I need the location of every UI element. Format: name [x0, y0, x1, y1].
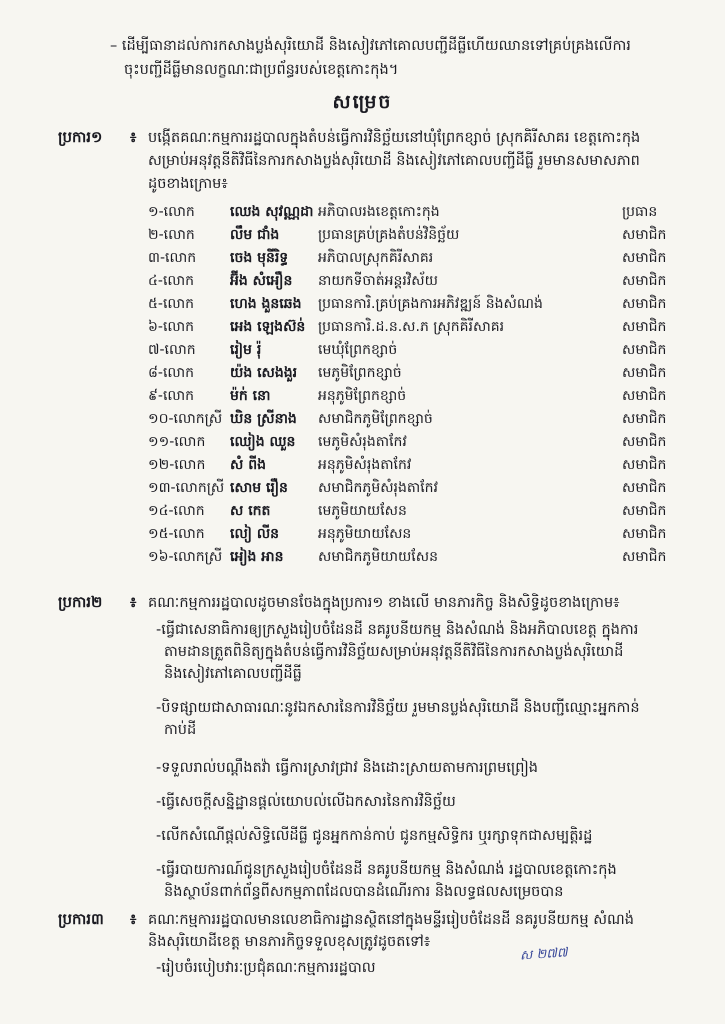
member-position: ប្រធានការិ.គ្រប់គ្រងការអភិវឌ្ឍន៍ និងសំណង់: [318, 296, 543, 312]
article-3-text-1: គណៈកម្មការរដ្ឋបាលមានលេខាធិការដ្ឋានស្ថិតនៅក្នុងមន្ទីររៀបចំដែនដី នគរូបនីយកម្ម សំណង់: [148, 912, 634, 928]
member-name: ឈៀង ឈួន: [230, 434, 296, 450]
member-row: [0, 477, 725, 499]
duty-item-continued: តាមដានត្រួតពិនិត្យក្នុងតំបន់ធ្វើការវិនិច្ឆ័យសម្រាប់អនុវត្តនីតិវិធីនៃការកសាងប្លង់សុរិយោដី: [164, 644, 624, 660]
member-name: ឃិន ស្រីនាង: [230, 411, 297, 427]
member-role: សមាជិក: [622, 342, 667, 358]
member-row: [0, 385, 725, 407]
member-row: [0, 500, 725, 522]
member-position: អនុភូមិយាយសែន: [318, 526, 412, 542]
duty-item: -ធ្វើរបាយការណ៍ជូនក្រសួងរៀបចំដែនដី នគរូបនីយកម្ម និងសំណង់ រដ្ឋបាលខេត្តកោះកុង: [156, 862, 617, 878]
member-number: ១២-លោក: [148, 457, 206, 473]
member-row: [0, 431, 725, 453]
member-position: មេភូមិយាយសែន: [318, 503, 407, 519]
member-number: ៩-លោក: [148, 388, 195, 404]
member-name: ហេង ងួនឆេង: [230, 296, 302, 312]
member-name: សំ ពីង: [230, 457, 266, 473]
member-number: ៥-លោក: [148, 296, 195, 312]
duty-item-continued: និងសៀវភៅគោលបញ្ជីដីធ្លី: [164, 666, 302, 682]
duty-item: -លើកសំណើផ្តល់សិទ្ធិលើដីធ្លី ជូនអ្នកកាន់កាប់ ជូនកម្មសិទ្ធិករ ឬរក្សាទុកជាសម្បត្តិរដ្ឋ: [156, 828, 593, 844]
member-row: [0, 523, 725, 545]
member-number: ៤-លោក: [148, 273, 195, 289]
member-number: ១១-លោក: [148, 434, 206, 450]
member-number: ១៥-លោក: [148, 526, 205, 542]
article-1-colon: ៖: [130, 130, 137, 146]
member-position: អភិបាលស្រុកគិរីសាគរ: [318, 250, 434, 266]
member-number: ១៣-លោកស្រី: [148, 480, 225, 496]
duty-item: -បិទផ្សាយជាសាធារណៈនូវឯកសារនៃការវិនិច្ឆ័យ រួមមានប្លង់សុរិយោដី និងបញ្ជីឈ្មោះអ្នកកាន់: [156, 700, 640, 716]
member-position: អនុភូមិព្រែកខ្សាច់: [318, 388, 407, 404]
article-1-text-2: សម្រាប់អនុវត្តនីតិវិធីនៃការកសាងប្លង់សុរិយោដី និងសៀវភៅគោលបញ្ជីដីធ្លី រួមមានសមាសភាព: [148, 153, 640, 169]
member-role: សមាជិក: [622, 388, 667, 404]
member-name: រៀម រ៉ុ: [230, 342, 262, 358]
article-1-text-3: ដូចខាងក្រោម៖: [148, 176, 228, 192]
intro-line-1: – ដើម្បីធានាដល់ការកសាងប្លង់សុរិយោដី និងសៀវភៅគោលបញ្ជីដីធ្លីហើយឈានទៅគ្រប់គ្រងលើការ: [110, 38, 631, 54]
member-row: [0, 224, 725, 246]
member-row: [0, 408, 725, 430]
member-position: មេភូមិសំរុងតាកែវ: [318, 434, 407, 450]
article-2-text: គណៈកម្មការរដ្ឋបាលដូចមានចែងក្នុងប្រការ១ ខាងលើ មានភារកិច្ច និងសិទ្ធិដូចខាងក្រោម៖: [148, 595, 620, 611]
member-position: អនុភូមិសំរុងតាកែវ: [318, 457, 412, 473]
article-3-text-2: និងសុរិយោដីខេត្ត មានភារកិច្ចទទួលខុសត្រូវដូចតទៅ៖: [148, 934, 431, 950]
article-1-text-1: បង្កើតគណៈកម្មការរដ្ឋបាលក្នុងតំបន់ធ្វើការវិនិច្ឆ័យនៅឃុំព្រែកខ្សាច់ ស្រុកគិរីសាគរ ខេត្តកោះកុង: [148, 130, 641, 146]
member-role: សមាជិក: [622, 503, 667, 519]
member-role: សមាជិក: [622, 526, 667, 542]
member-role: សមាជិក: [622, 296, 667, 312]
member-name: លឹម ជាំង: [230, 227, 280, 243]
duty-item: -ធ្វើជាសេនាធិការឲ្យក្រសួងរៀបចំដែនដី នគរូបនីយកម្ម និងសំណង់ និងអភិបាលខេត្ត ក្នុងការ: [156, 622, 639, 638]
duty-item: -រៀបចំរបៀបវារៈប្រជុំគណៈកម្មការរដ្ឋបាល: [156, 960, 376, 976]
member-number: ១-លោក: [148, 204, 195, 220]
member-number: ៨-លោក: [148, 365, 195, 381]
member-row: [0, 293, 725, 315]
member-position: ប្រធានការិ.ដ.ន.ស.ភ ស្រុកគិរីសាគរ: [318, 319, 505, 335]
member-row: [0, 201, 725, 223]
article-1-label: ប្រការ១: [58, 128, 103, 146]
member-number: ១៦-លោកស្រី: [148, 549, 223, 565]
member-role: សមាជិក: [622, 273, 667, 289]
member-role: សមាជិក: [622, 411, 667, 427]
member-position: អភិបាលរងខេត្តកោះកុង: [318, 204, 440, 220]
member-position: មេភូមិព្រែកខ្សាច់: [318, 365, 402, 381]
member-name: លៀ លីន: [230, 526, 280, 542]
member-role: សមាជិក: [622, 457, 667, 473]
member-position: សមាជិកភូមិសំរុងតាកែវ: [318, 480, 438, 496]
member-row: [0, 546, 725, 568]
member-row: [0, 339, 725, 361]
member-name: សោម រឿន: [230, 480, 288, 496]
member-name: ម៉ក់ នោ: [230, 388, 271, 404]
member-row: [0, 270, 725, 292]
member-row: [0, 362, 725, 384]
member-name: ចេង មុនីរិទ្ធ: [230, 250, 289, 266]
member-number: ១៤-លោក: [148, 503, 205, 519]
member-role: សមាជិក: [622, 319, 667, 335]
member-role: សមាជិក: [622, 549, 667, 565]
member-number: ២-លោក: [148, 227, 195, 243]
member-number: ១០-លោកស្រី: [148, 411, 223, 427]
member-role: សមាជិក: [622, 250, 667, 266]
member-position: ប្រធានគ្រប់គ្រងតំបន់វិនិច្ឆ័យ: [318, 227, 460, 243]
member-name: អេង ឡេងស៊ន់: [230, 319, 306, 335]
member-name: អ៊ីង សំអឿន: [230, 273, 293, 289]
article-3-colon: ៖: [130, 912, 137, 928]
intro-line-2: ចុះបញ្ជីដីធ្លីមានលក្ខណៈជាប្រព័ន្ធរបស់ខេត្តកោះកុង។: [124, 62, 399, 78]
duty-item-continued: និងស្ថាប័នពាក់ព័ន្ធពីសកម្មភាពដែលបានដំណើរការ និងលទ្ធផលសម្រេចបាន: [164, 884, 564, 900]
member-name: អៀង អាន: [230, 549, 284, 565]
member-role: សមាជិក: [622, 480, 667, 496]
member-number: ៦-លោក: [148, 319, 195, 335]
duty-item-continued: កាប់ដី: [164, 722, 197, 738]
article-2-label: ប្រការ២: [58, 593, 103, 611]
member-row: [0, 247, 725, 269]
article-2-colon: ៖: [130, 595, 137, 611]
member-name: យ៉ង សេងងួរ: [230, 365, 298, 381]
member-number: ៣-លោក: [148, 250, 197, 266]
duty-item: -ធ្វើសេចក្តីសន្និដ្ឋានផ្តល់យោបល់លើឯកសារនៃការវិនិច្ឆ័យ: [156, 794, 456, 810]
member-position: នាយកទីចាត់អន្តរវិស័យ: [318, 273, 438, 289]
member-position: សមាជិកភូមិព្រែកខ្សាច់: [318, 411, 433, 427]
handwritten-note: ស ២៧៧: [519, 945, 569, 964]
member-row: [0, 454, 725, 476]
member-role: សមាជិក: [622, 434, 667, 450]
member-role: សមាជិក: [622, 365, 667, 381]
member-role: ប្រធាន: [622, 204, 658, 220]
member-row: [0, 316, 725, 338]
article-3-label: ប្រការ៣: [58, 910, 104, 928]
decision-heading: សម្រេច: [332, 91, 393, 113]
member-role: សមាជិក: [622, 227, 667, 243]
member-position: សមាជិកភូមិយាយសែន: [318, 549, 438, 565]
duty-item: -ទទួលរាល់បណ្តឹងតវ៉ា ធ្វើការស្រាវជ្រាវ និងដោះស្រាយតាមការព្រមព្រៀង: [156, 760, 538, 776]
member-number: ៧-លោក: [148, 342, 196, 358]
member-name: ស កេត: [230, 503, 271, 519]
member-name: ឈេង សុវណ្ណដា: [230, 204, 314, 220]
member-position: មេឃុំព្រែកខ្សាច់: [318, 342, 398, 358]
